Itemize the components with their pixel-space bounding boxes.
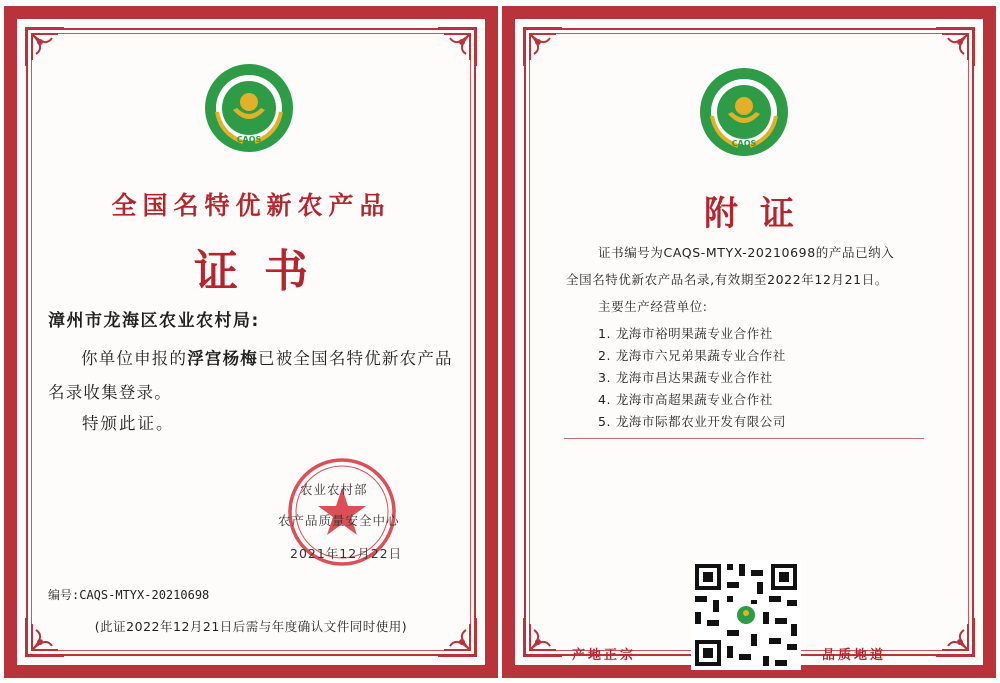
issuer-line-2: 农产品质量安全中心 [278,513,400,528]
svg-text:CAQS: CAQS [236,135,262,144]
divider [564,438,924,439]
statement-suffix: 已被全国名特优新农产品名录收集登录。 [48,349,453,402]
corner-ornament-icon [932,614,978,660]
units-label: 主要生产经营单位: [598,299,708,314]
recipient: 漳州市龙海区农业农村局: [48,311,260,331]
certificate-appendix [502,6,996,678]
slogan-authentic-origin: 产地正宗 [572,648,637,663]
appendix-intro-line-1: 证书编号为CAQS-MTYX-20210698的产品已纳入 [598,245,895,260]
caqs-logo-icon [698,66,790,158]
certificate-big-title: 证书 [194,246,334,297]
certificate-main [4,6,498,678]
caqs-logo-icon [203,62,295,154]
corner-ornament-icon [932,24,978,70]
appendix-intro-line-2: 全国名特优新农产品名录,有效期至2022年12月21日。 [566,272,888,287]
slogan-genuine-quality: 品质地道 [822,648,887,663]
unit-list-item: 3. 龙海市昌达果蔬专业合作社 [598,370,773,385]
svg-text:CAQS: CAQS [731,139,757,148]
unit-list-item: 2. 龙海市六兄弟果蔬专业合作社 [598,348,787,363]
issuer-line-1: 农业农村部 [300,482,368,497]
corner-ornament-icon [520,24,566,70]
unit-list-item: 4. 龙海市高超果蔬专业合作社 [598,392,773,407]
unit-list-item: 5. 龙海市际都农业开发有限公司 [598,414,787,429]
corner-ornament-icon [22,24,68,70]
issue-date: 2021年12月22日 [290,546,403,561]
corner-ornament-icon [520,614,566,660]
appendix-title: 附证 [704,194,816,234]
statement-prefix: 你单位申报的 [81,349,188,368]
statement [48,342,458,410]
corner-ornament-icon [434,24,480,70]
certificate-title: 全国名特优新农产品 [111,191,391,220]
unit-list-item: 1. 龙海市裕明果蔬专业合作社 [598,326,773,341]
certificate-number: 编号:CAQS-MTYX-20210698 [48,588,210,602]
usage-note: (此证2022年12月21日后需与年度确认文件同时使用) [94,619,408,634]
qr-code-icon[interactable] [691,560,801,670]
closing-text: 特颁此证。 [82,414,175,433]
product-name: 浮宫杨梅 [187,349,259,368]
